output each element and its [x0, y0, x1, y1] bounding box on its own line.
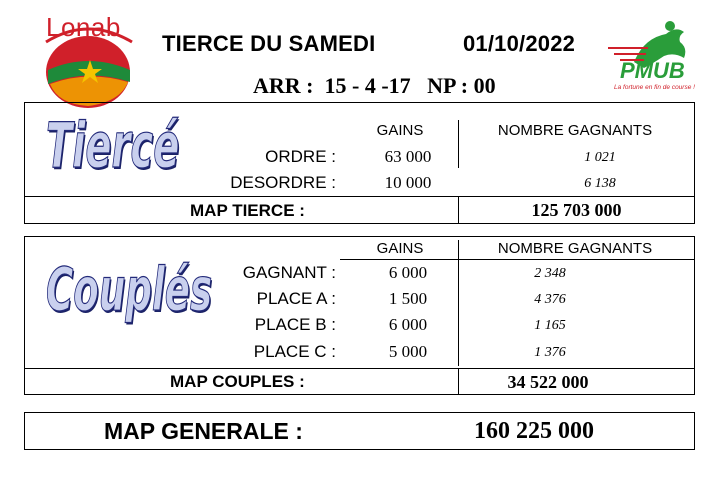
couples-row-label: GAGNANT : [242, 263, 336, 282]
couples-row-gains: 6 000 [388, 315, 428, 334]
tierce-row-label: DESORDRE : [230, 173, 336, 192]
couples-row-gains: 6 000 [388, 263, 428, 282]
arrivee-line: ARR : 15 - 4 -17 NP : 00 [253, 73, 496, 98]
tierce-row-gains: 63 000 [384, 147, 432, 166]
pmub-logo [604, 18, 700, 98]
tierce-divider [458, 120, 459, 168]
couples-row-label: PLACE C : [253, 342, 336, 361]
couples-row-gagnants: 4 376 [534, 292, 566, 307]
couples-row-gains: 1 500 [388, 289, 428, 308]
tierce-map-label: MAP TIERCE : [190, 201, 305, 220]
couples-row-gagnants: 1 376 [534, 345, 566, 360]
tierce-row-gains: 10 000 [384, 173, 432, 192]
couples-row-label: PLACE B : [254, 315, 336, 334]
generale-value: 160 225 000 [474, 418, 594, 444]
tierce-row-label: ORDRE : [265, 147, 336, 166]
couples-row-label: PLACE A : [256, 289, 336, 308]
couples-row-gagnants: 2 348 [534, 266, 566, 281]
race-date: 01/10/2022 [463, 31, 576, 56]
pmub-tagline: La fortune en fin de course ! [614, 84, 695, 91]
couples-gains-header: GAINS [376, 240, 424, 257]
couples-row-gains: 5 000 [388, 342, 428, 361]
couples-row-gagnants: 1 165 [534, 318, 566, 333]
tierce-gains-header: GAINS [376, 122, 424, 139]
pmub-wordmark: PMUB [620, 58, 685, 83]
tierce-row-gagnants: 6 138 [584, 176, 616, 191]
couples-gagnants-header: NOMBRE GAGNANTS [497, 240, 653, 257]
tierce-word: Tiercé [46, 109, 180, 182]
couples-map-label: MAP COUPLES : [170, 372, 305, 391]
tierce-map-value: 125 703 000 [531, 200, 622, 220]
lonab-wordmark: Lonab [46, 12, 121, 42]
tierce-row-gagnants: 1 021 [584, 150, 616, 165]
lonab-logo [40, 12, 140, 108]
tierce-gagnants-header: NOMBRE GAGNANTS [497, 122, 653, 139]
couples-header-rule [340, 259, 695, 260]
generale-label: MAP GENERALE : [104, 418, 303, 444]
page-title: TIERCE DU SAMEDI [162, 31, 376, 56]
couples-word: Couplés [46, 255, 213, 325]
couples-map-value: 34 522 000 [507, 372, 589, 392]
